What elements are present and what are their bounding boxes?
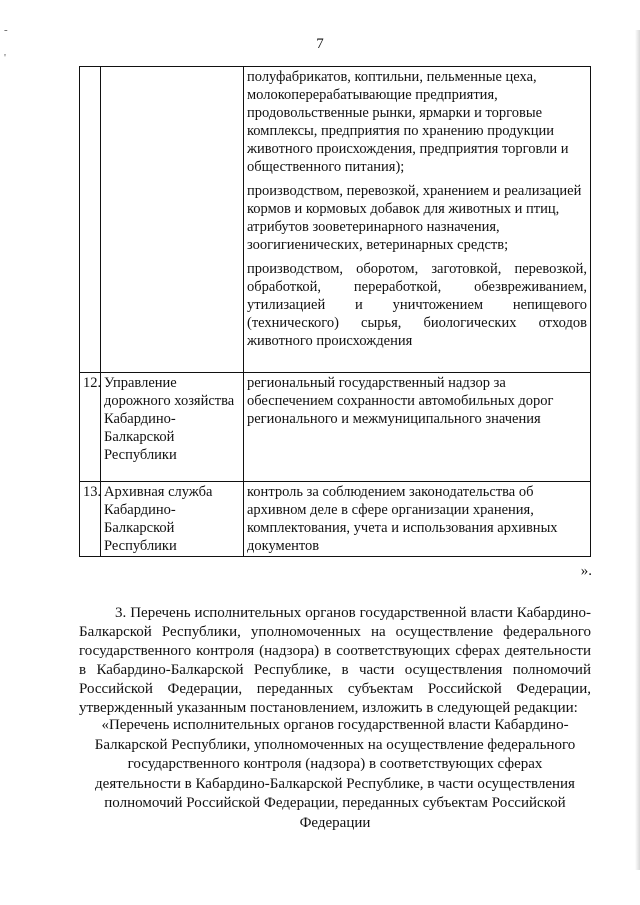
row-number: 13. (80, 482, 101, 557)
organ-name: Управление дорожного хозяйства Кабардино-Балкарской Республики (101, 373, 244, 482)
scan-edge-shadow (635, 30, 640, 870)
margin-mark: - (4, 24, 8, 36)
function-text: полуфабрикатов, коптильни, пельменные цеха, молокоперерабатывающие предприятия, продовольственные рынки, ярмарки и торговые комплексы, предприятия по хранению продукции животного происхождения, предприятия торговли и общественного питания); (247, 69, 569, 175)
row-number: 12. (80, 373, 101, 482)
table-row (80, 373, 591, 482)
function-cell (244, 67, 591, 373)
table-row (80, 67, 591, 373)
page-number: 7 (316, 36, 324, 52)
function-text: контроль за соблюдением законодательства об архивном деле в сфере организации хранения, комплектования, учета и использования архивных документов (244, 482, 591, 557)
table-row (80, 482, 591, 557)
new-list-heading: «Перечень исполнительных органов государственной власти Кабардино-Балкарской Республики, уполномоченных на осуществление федерального государственного контроля (надзора) в соответствующих сферах деятельности в Кабардино-Балкарской Республике, в части осуществления полномочий Российской Федерации, переданных субъектам Российской Федерации (94, 717, 576, 831)
margin-mark: ' (4, 52, 6, 64)
function-text: производством, перевозкой, хранением и реализацией кормов и кормовых добавок для животных и птиц, атрибутов зооветеринарного назначения, зоогигиенических, ветеринарных средств; (247, 183, 582, 253)
function-text: производством, оборотом, заготовкой, перевозкой, обработкой, переработкой, обезвреживанием, утилизацией и уничтожением непищевого (технического) сырья, биологических отходов животного происхождения (247, 261, 587, 349)
organ-name: Архивная служба Кабардино-Балкарской Республики (101, 482, 244, 557)
organs-table (79, 66, 591, 557)
closing-quote: ». (580, 563, 592, 579)
function-text: региональный государственный надзор за обеспечением сохранности автомобильных дорог регионального и межмуниципального значения (244, 373, 591, 482)
amendment-paragraph: 3. Перечень исполнительных органов государственной власти Кабардино-Балкарской Республики, уполномоченных на осуществление федерального государственного контроля (надзора) в соответствующих сферах деятельности в Кабардино-Балкарской Республике, в части осуществления полномочий Российской Федерации, переданных субъектам Российской Федерации, утвержденный указанным постановлением, изложить в следующей редакции: (79, 605, 591, 716)
row-number-cell (80, 67, 101, 373)
organ-cell (101, 67, 244, 373)
